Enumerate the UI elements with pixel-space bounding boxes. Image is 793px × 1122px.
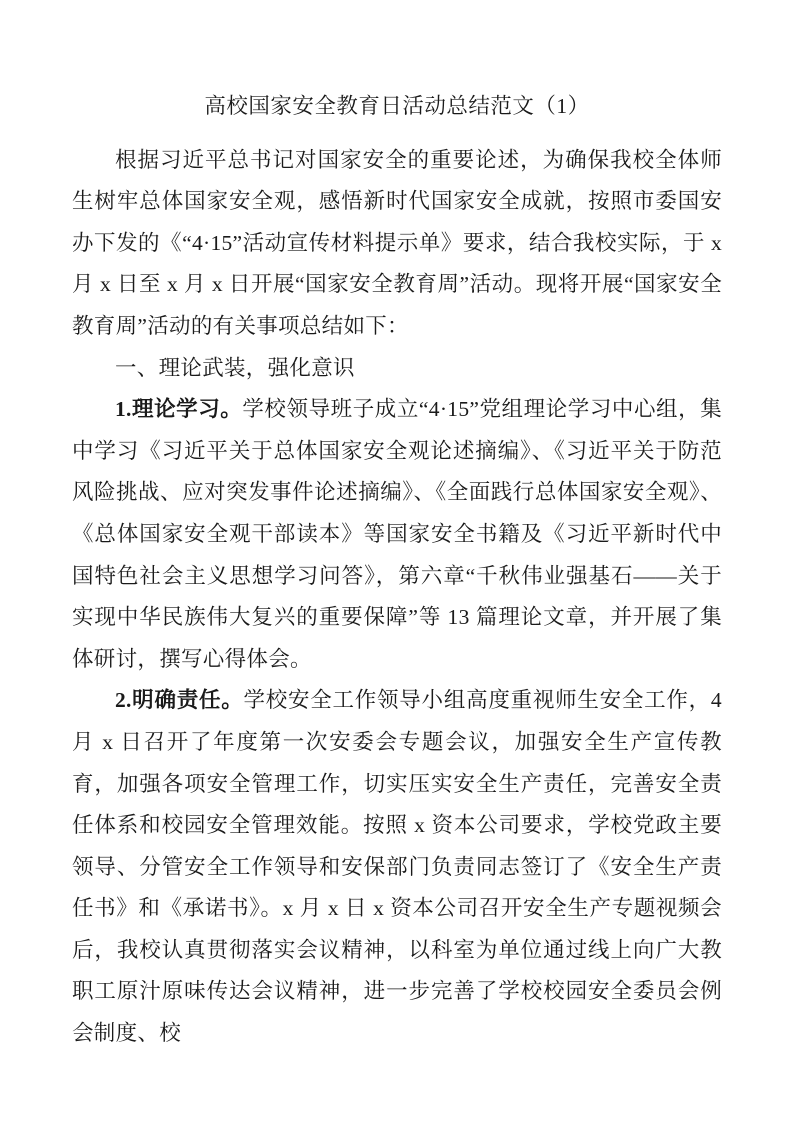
section-heading-theory-text: 一、理论武装，强化意识: [115, 355, 355, 380]
document-title: 高校国家安全教育日活动总结范文（1）: [204, 94, 590, 118]
paragraph-intro-text: 根据习近平总书记对国家安全的重要论述，为确保我校全体师生树牢总体国家安全观，感悟新时代国家安全成就，按照市委国安办下发的《“4·15”活动宣传材料提示单》要求，结合我校实际，于 x 月 x 日至 x 月 x 日开展“国家安全教育周”活动。现将开展“国家安全教育周”活动的有关事项总结如下：: [72, 147, 722, 338]
paragraph-theory-study: [72, 389, 722, 680]
paragraph-intro: [72, 140, 722, 348]
paragraph-clarify-responsibility-text: 学校安全工作领导小组高度重视师生安全工作，4 月 x 日召开了年度第一次安委会专题会议，加强安全生产宣传教育，加强各项安全管理工作，切实压实安全生产责任，完善安全责任体系和校园安全管理效能。按照 x 资本公司要求，学校党政主要领导、分管安全工作领导和安保部门负责同志签订了《安全生产责任书》和《承诺书》。x 月 x 日 x 资本公司召开安全生产专题视频会后，我校认真贯彻落实会议精神，以科室为单位通过线上向广大教职工原汁原味传达会议精神，进一步完善了学校校园安全委员会例会制度、校: [72, 688, 722, 1046]
section-heading-theory: [72, 348, 722, 390]
paragraph-clarify-responsibility-lead: 2.明确责任。: [115, 688, 244, 713]
paragraph-theory-study-lead: 1.理论学习。: [115, 397, 243, 422]
paragraph-clarify-responsibility: [72, 680, 722, 1054]
paragraph-theory-study-text: 学校领导班子成立“4·15”党组理论学习中心组，集中学习《习近平关于总体国家安全观论述摘编》、《习近平关于防范风险挑战、应对突发事件论述摘编》、《全面践行总体国家安全观》、《总体国家安全观干部读本》等国家安全书籍及《习近平新时代中国特色社会主义思想学习问答》，第六章“千秋伟业强基石——关于实现中华民族伟大复兴的重要保障”等 13 篇理论文章，并开展了集体研讨，撰写心得体会。: [72, 397, 722, 671]
